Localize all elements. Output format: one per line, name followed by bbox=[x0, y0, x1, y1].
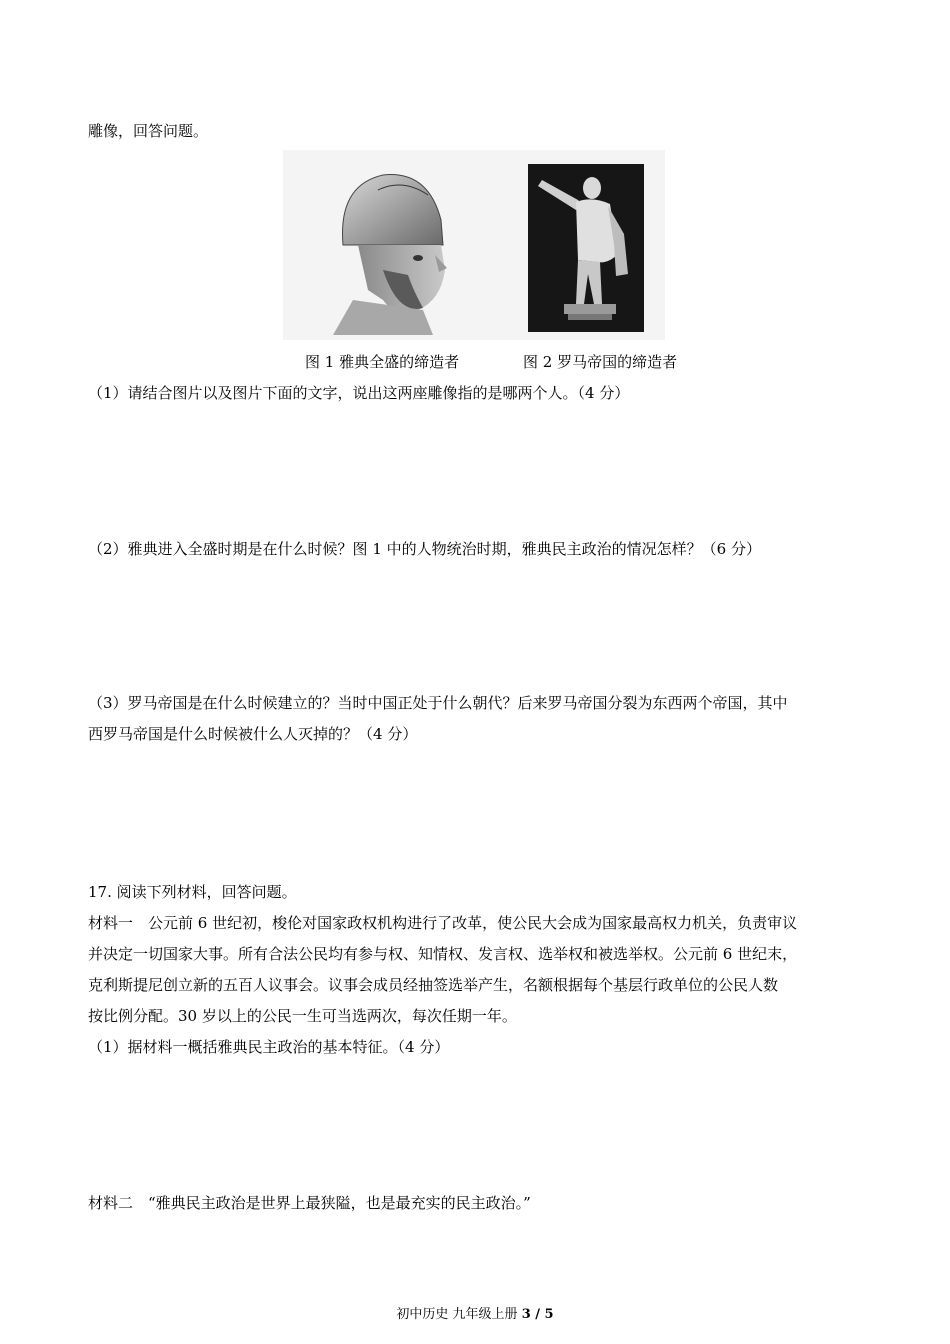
figure-2-caption: 图 2 罗马帝国的缔造者 bbox=[523, 353, 678, 371]
footer-page-number: 3 / 5 bbox=[521, 1307, 554, 1322]
figure-1-caption: 图 1 雅典全盛的缔造者 bbox=[305, 353, 460, 371]
q17-material1-line: 克利斯提尼创立新的五百人议事会。议事会成员经抽签选举产生，名额根据每个基层行政单位的公民人数 bbox=[88, 976, 779, 994]
intro-text: 雕像，回答问题。 bbox=[88, 122, 209, 140]
q17-material1-line: 并决定一切国家大事。所有合法公民均有参与权、知情权、发言权、选举权和被选举权。公元前 6 世纪末， bbox=[88, 945, 798, 963]
statue-figures bbox=[283, 150, 665, 340]
augustus-statue-image bbox=[528, 164, 644, 332]
q17-material1-line: 材料一 公元前 6 世纪初，梭伦对国家政权机构进行了改革，使公民大会成为国家最高权力机关，负责审议 bbox=[88, 914, 798, 932]
q16-sub3-line2: 西罗马帝国是什么时候被什么人灭掉的？（4 分） bbox=[88, 725, 418, 743]
q17-material1-line: 按比例分配。30 岁以上的公民一生可当选两次，每次任期一年。 bbox=[88, 1007, 517, 1025]
page-footer bbox=[0, 1303, 950, 1322]
q17-material2: 材料二 “雅典民主政治是世界上最狭隘，也是最充实的民主政治。” bbox=[88, 1194, 531, 1212]
q16-sub3-line1: （3）罗马帝国是在什么时候建立的？当时中国正处于什么朝代？后来罗马帝国分裂为东西两个帝国，其中 bbox=[88, 694, 788, 712]
q17-title: 17. 阅读下列材料，回答问题。 bbox=[88, 883, 297, 901]
q16-sub2: （2）雅典进入全盛时期是在什么时候？图 1 中的人物统治时期，雅典民主政治的情况怎样？（6 分） bbox=[88, 540, 761, 558]
q17-sub1: （1）据材料一概括雅典民主政治的基本特征。（4 分） bbox=[88, 1038, 450, 1056]
pericles-bust-image bbox=[323, 150, 453, 340]
q16-sub1: （1）请结合图片以及图片下面的文字，说出这两座雕像指的是哪两个人。（4 分） bbox=[88, 384, 630, 402]
footer-subject: 初中历史 九年级上册 bbox=[396, 1307, 522, 1322]
